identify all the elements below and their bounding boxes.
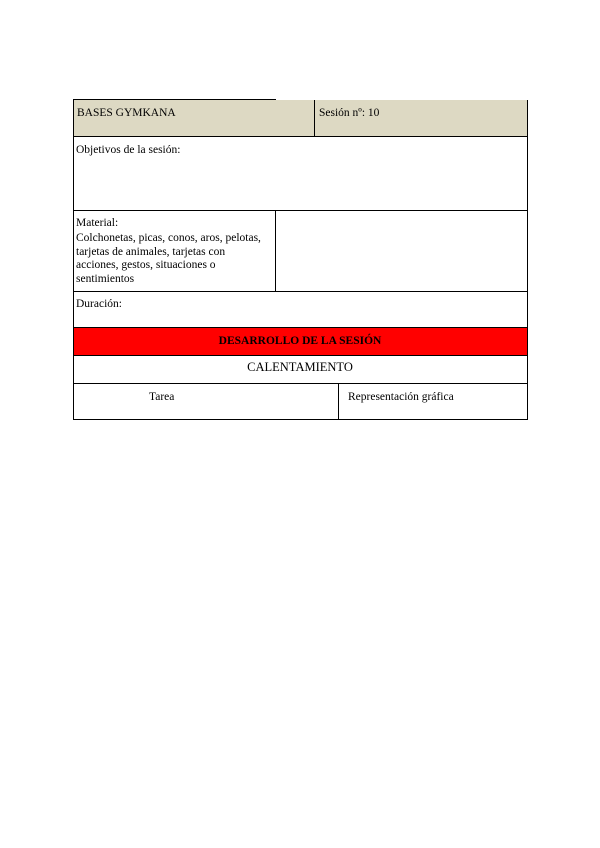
line-right-border	[527, 100, 528, 420]
line-top-left	[73, 99, 276, 100]
material-label: Material:	[76, 217, 119, 229]
task-column-header: Tarea	[149, 391, 175, 403]
objectives-label: Objetivos de la sesión:	[76, 144, 181, 156]
material-line: tarjetas de animales, tarjetas con	[76, 246, 226, 258]
line-warmup-bottom	[73, 383, 528, 384]
line-objectives-bottom	[73, 210, 528, 211]
session-number: Sesión nº: 10	[319, 107, 380, 119]
development-title: DESARROLLO DE LA SESIÓN	[218, 335, 382, 347]
graphic-column-header: Representación gráfica	[348, 391, 454, 403]
material-line: Colchonetas, picas, conos, aros, pelotas,	[76, 232, 261, 244]
duration-label: Duración:	[76, 298, 122, 310]
line-header-divider	[314, 100, 315, 137]
warmup-title: CALENTAMIENTO	[247, 360, 353, 374]
material-line: sentimientos	[76, 273, 135, 285]
material-line: acciones, gestos, situaciones o	[76, 259, 216, 271]
line-development-bottom	[73, 355, 528, 356]
line-columns-divider	[338, 383, 339, 420]
line-duration-bottom	[73, 327, 528, 328]
line-header-bottom	[73, 136, 528, 137]
line-material-bottom	[73, 291, 528, 292]
line-material-divider	[275, 210, 276, 292]
header-title: BASES GYMKANA	[77, 107, 176, 119]
line-table-bottom	[73, 419, 528, 420]
